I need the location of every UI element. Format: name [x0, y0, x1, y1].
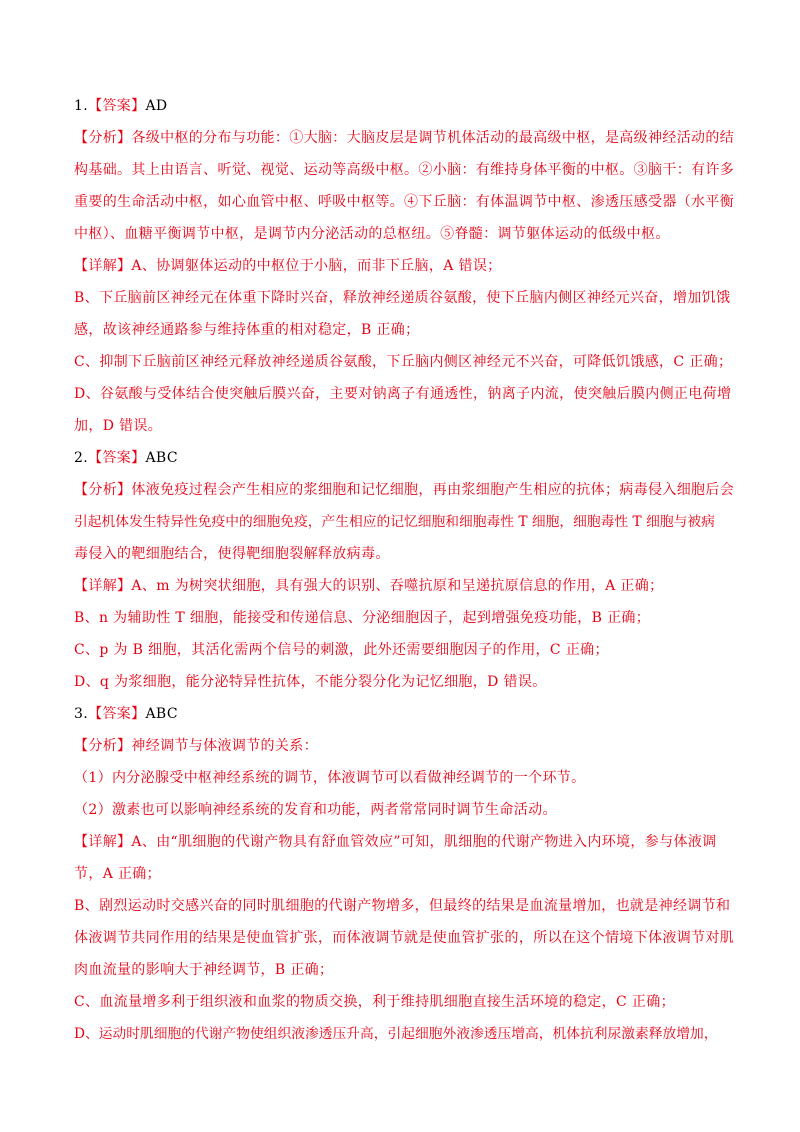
text-line: 【详解】A、协调躯体运动的中枢位于小脑，而非下丘脑，A 错误；	[74, 258, 502, 274]
text-line: 毒侵入的靶细胞结合，使得靶细胞裂解释放病毒。	[74, 546, 390, 562]
text-line: 肉血流量的影响大于神经调节，B 正确；	[74, 962, 334, 978]
text-line: C、抑制下丘脑前区神经元释放神经递质谷氨酸，下丘脑内侧区神经元不兴奋，可降低饥饿感，C 正确；	[74, 354, 733, 370]
question-2-answer-line	[74, 448, 734, 468]
text-line: 【分析】神经调节与体液调节的关系：	[74, 738, 318, 754]
text-line: 【分析】体液免疫过程会产生相应的浆细胞和记忆细胞，再由浆细胞产生相应的抗体；病毒侵入细胞后会	[74, 482, 735, 498]
text-line: 感，故该神经通路参与维持体重的相对稳定，B 正确；	[74, 322, 420, 338]
text-line: （1）内分泌腺受中枢神经系统的调节，体液调节可以看做神经调节的一个环节。	[74, 770, 586, 786]
text-line: D、q 为浆细胞，能分泌特异性抗体，不能分裂分化为记忆细胞，D 错误。	[74, 674, 547, 690]
answer-value: ABC	[145, 706, 178, 722]
text-line: 体液调节共同作用的结果是使血管扩张，而体液调节就是使血管扩张的，所以在这个情境下体液调节对肌	[74, 930, 735, 946]
answer-value: ABC	[145, 450, 178, 466]
text-line: 中枢）、血糖平衡调节中枢，是调节内分泌活动的总枢纽。⑤脊髓：调节躯体运动的低级中枢。	[74, 226, 670, 242]
text-line: B、下丘脑前区神经元在体重下降时兴奋，释放神经递质谷氨酸，使下丘脑内侧区神经元兴奋，增加饥饿	[74, 290, 731, 306]
question-number: 3.	[74, 706, 89, 722]
question-1-answer-line	[74, 96, 734, 116]
text-line: D、运动时肌细胞的代谢产物使组织液渗透压升高，引起细胞外液渗透压增高，机体抗利尿激素释放增加，	[74, 1026, 718, 1042]
text-line: 构基础。其上由语言、听觉、视觉、运动等高级中枢。②小脑：有维持身体平衡的中枢。③脑干：有许多	[74, 162, 735, 178]
text-line: B、剧烈运动时交感兴奋的同时肌细胞的代谢产物增多，但最终的结果是血流量增加，也就是神经调节和	[74, 898, 731, 914]
text-line: B、n 为辅助性 T 细胞，能接受和传递信息、分泌细胞因子，起到增强免疫功能，B 正确；	[74, 610, 651, 626]
text-line: D、谷氨酸与受体结合使突触后膜兴奋，主要对钠离子有通透性，钠离子内流，使突触后膜内侧正电荷增	[74, 386, 732, 402]
answer-tag: 【答案】	[88, 706, 146, 722]
answer-tag: 【答案】	[88, 98, 146, 114]
text-line: 重要的生命活动中枢，如心血管中枢、呼吸中枢等。④下丘脑：有体温调节中枢、渗透压感受器（水平衡	[74, 194, 735, 210]
text-line: 【详解】A、由“肌细胞的代谢产物具有舒血管效应”可知，肌细胞的代谢产物进入内环境，参与体液调	[74, 834, 717, 850]
text-line: C、p 为 B 细胞，其活化需两个信号的刺激，此外还需要细胞因子的作用，C 正确；	[74, 642, 609, 658]
text-line: C、血流量增多利于组织液和血浆的物质交换，利于维持肌细胞直接生活环境的稳定，C 正确；	[74, 994, 675, 1010]
text-line: 【详解】A、m 为树突状细胞，具有强大的识别、吞噬抗原和呈递抗原信息的作用，A 正确；	[74, 578, 664, 594]
text-line: 【分析】各级中枢的分布与功能：①大脑：大脑皮层是调节机体活动的最高级中枢，是高级神经活动的结	[74, 130, 735, 146]
question-3-answer-line	[74, 704, 734, 724]
text-line: 引起机体发生特异性免疫中的细胞免疫，产生相应的记忆细胞和细胞毒性 T 细胞，细胞毒性 T 细胞与被病	[74, 514, 715, 530]
answer-value: AD	[145, 98, 168, 114]
text-line: 加，D 错误。	[74, 418, 163, 434]
answer-tag: 【答案】	[88, 450, 146, 466]
text-line: （2）激素也可以影响神经系统的发育和功能，两者常常同时调节生命活动。	[74, 802, 557, 818]
text-line: 节，A 正确；	[74, 866, 162, 882]
question-number: 2.	[74, 450, 89, 466]
question-number: 1.	[74, 98, 89, 114]
